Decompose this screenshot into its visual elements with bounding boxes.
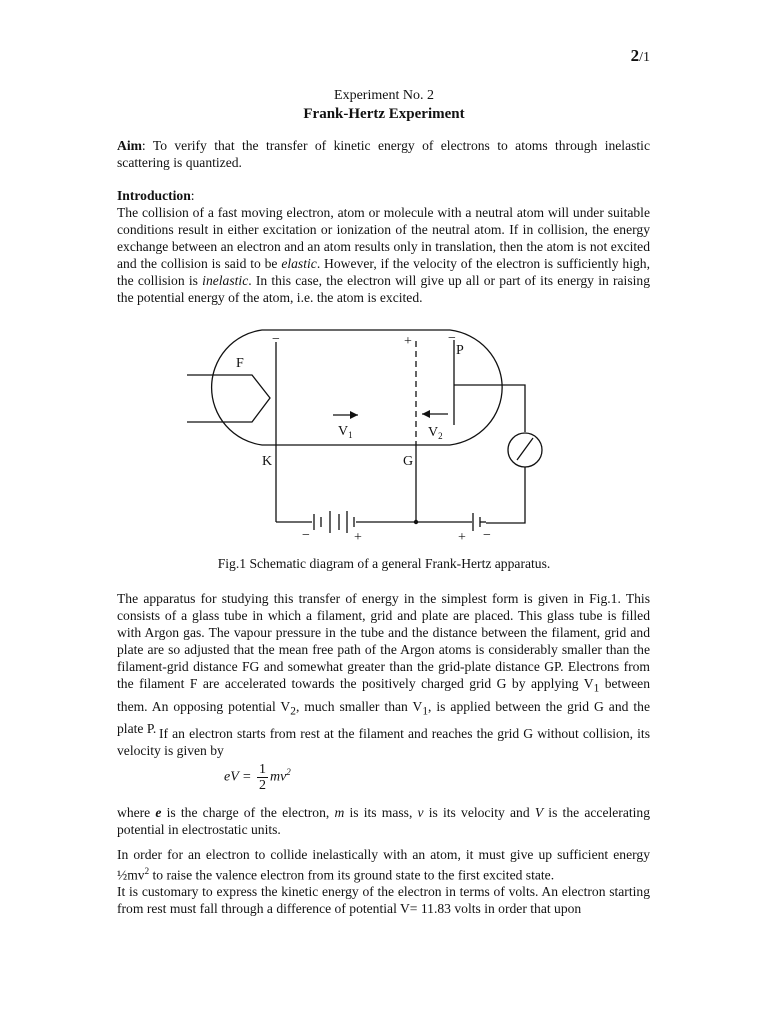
introduction-paragraph <box>117 204 650 306</box>
label-battery2-plus: + <box>458 530 466 545</box>
label-P: P <box>456 343 464 358</box>
intro-text-3: . In this case, the electron will give up all or part of its energy in raising the potential energy of the atom, i.e. the atom is excited. <box>117 273 650 305</box>
kinetic-energy-volts-paragraph: It is customary to express the kinetic energy of the electron in terms of volts. An electron starting from rest must fall through a difference of potential V= 11.83 volts in order that upon <box>117 884 650 916</box>
intro-text-1: The collision of a fast moving electron, atom or molecule with a neutral atom will under suitable conditions result in either excitation or ionization of the neutral atom. If in collision, the energy exchange between an electron and an atom results only in translation, then the atom is not excited and the collision is said to be <box>117 205 650 271</box>
label-battery2-minus: − <box>483 528 491 543</box>
page-number-sub: /1 <box>639 50 650 65</box>
introduction-heading-colon: : <box>190 188 195 203</box>
velocity-paragraph: If an electron starts from rest at the filament and reaches the grid G without collision, its velocity is given by <box>117 726 650 758</box>
figure-caption: Fig.1 Schematic diagram of a general Frank-Hertz apparatus. <box>217 556 551 571</box>
label-cathode-minus: − <box>272 332 280 347</box>
intro-elastic: elastic <box>281 256 317 271</box>
label-V2: $V_2$ <box>428 425 443 441</box>
aim-paragraph <box>117 137 650 171</box>
intro-inelastic: inelastic <box>202 273 249 288</box>
label-battery1-minus: − <box>302 528 310 543</box>
page-number-main: 2 <box>630 46 640 65</box>
kinetic-energy-formula: eV = $\frac{1}{2}$ $mv^2$ <box>224 762 291 793</box>
experiment-number: Experiment No. 2 <box>334 88 434 103</box>
label-V1: $V_1$ <box>338 424 353 440</box>
aim-text: : To verify that the transfer of kinetic energy of electrons to atoms through inelastic scattering is quantized. <box>117 138 650 170</box>
definitions-paragraph: where e is the charge of the electron, m is its mass, v is its velocity and V is the accelerating potential in electrostatic units. <box>117 805 650 837</box>
intro-text-2: . However, if the velocity of the electron is sufficiently high, the collision is <box>117 256 650 288</box>
frank-hertz-diagram <box>180 325 560 545</box>
apparatus-paragraph: The apparatus for studying this transfer of energy in the simplest form is given in Fig.1. This consists of a glass tube in which a filament, grid and plate are placed. This glass tube is filled with Argon gas. The vapour pressure in the tube and the distance between the filament, grid and plate are so adjusted that the mean free path of the Argon atoms is considerably smaller than the filament-grid distance FG and somewhat greater than the grid-plate distance GP. Electrons from the filament F are accelerated towards the positively charged grid G by applying $V_1$ between them. An opposing potential $V_2$, much smaller than $V_1$, is applied between the grid G and the plate P. <box>117 591 651 737</box>
inelastic-collision-paragraph: In order for an electron to collide inelastically with an atom, it must give up sufficient energy $\frac{1}{2}mv^2$ to raise the valence electron from its ground state to the first excited state. <box>117 847 650 883</box>
label-K: K <box>262 454 273 469</box>
introduction-heading-label: Introduction <box>117 188 191 203</box>
label-grid-plus: + <box>404 334 412 349</box>
label-G: G <box>403 454 414 469</box>
label-plate-minus: − <box>448 331 456 346</box>
label-F: F <box>236 356 244 371</box>
page-number <box>631 46 650 66</box>
filament <box>187 375 270 422</box>
introduction-heading <box>117 187 650 204</box>
plate-line <box>454 340 525 432</box>
experiment-title: Frank-Hertz Experiment <box>303 106 465 122</box>
aim-label: Aim <box>117 138 142 153</box>
label-battery1-plus: + <box>354 530 362 545</box>
